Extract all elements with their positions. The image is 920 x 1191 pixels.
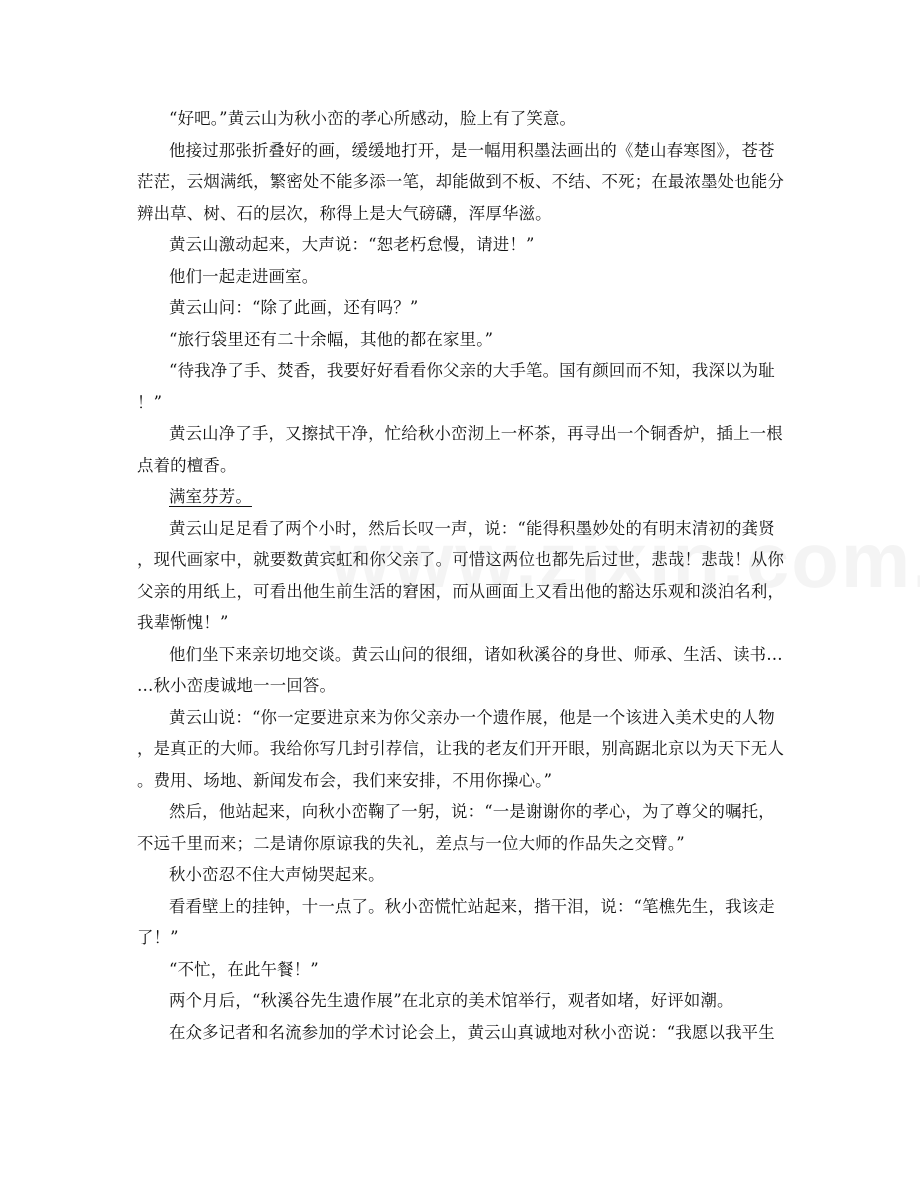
paragraph (137, 985, 785, 1017)
paragraph (137, 229, 785, 261)
text-line: 他们一起走进画室。 (169, 266, 319, 286)
text-line: “不忙，在此午餐！” (169, 959, 319, 979)
paragraph (137, 261, 785, 293)
text-line (137, 481, 785, 513)
text-line: 他们坐下来亲切地交谈。黄云山问的很细，诸如秋溪谷的身世、师承、生活、读书… (169, 644, 783, 664)
text-line: 。费用、场地、新闻发布会，我们来安排，不用你操心。” (137, 770, 553, 790)
text-line: 黄云山激动起来，大声说：“恕老朽怠慢，请进！” (169, 235, 535, 254)
text-line: ，现代画家中，就要数黄宾虹和你父亲了。可惜这两位也都先后过世，悲哉！悲哉！从你 (137, 550, 785, 569)
text-line: 黄云山问：“除了此画，还有吗？” (169, 298, 419, 317)
text-line: 茫茫，云烟满纸，繁密处不能多添一笔，却能做到不板、不结、不死；在最浓墨处也能分 (137, 172, 785, 191)
text-line: 看看壁上的挂钟，十一点了。秋小峦慌忙站起来，揩干泪，说：“笔樵先生，我该走 (169, 896, 775, 916)
text-line: 在众多记者和名流参加的学术讨论会上，黄云山真诚地对秋小峦说：“我愿以我平生 (169, 1022, 775, 1042)
text-line: “好吧。”黄云山为秋小峦的孝心所感动，脸上有了笑意。 (169, 109, 577, 128)
paragraph (137, 418, 785, 481)
paragraph (137, 103, 785, 135)
text-line: 两个月后，“秋溪谷先生遗作展”在北京的美术馆举行，观者如堵，好评如潮。 (169, 991, 734, 1010)
paragraph (137, 891, 785, 954)
paragraph (137, 513, 785, 639)
text-line: ！” (137, 392, 163, 412)
paragraph (137, 796, 785, 859)
text-line: 辨出草、树、石的层次，称得上是大气磅礴，浑厚华滋。 (137, 203, 552, 223)
text-line: 我辈惭愧！” (137, 613, 229, 632)
text-line: 秋小峦忍不住大声恸哭起来。 (169, 865, 385, 884)
paragraph (137, 859, 785, 891)
paragraph (137, 355, 785, 418)
text-line: “旅行袋里还有二十余幅，其他的都在家里。” (169, 329, 494, 349)
paragraph (137, 324, 785, 356)
text-line: 不远千里而来；二是请你原谅我的失礼，差点与一位大师的作品失之交臂。” (137, 833, 685, 853)
text-line: ，是真正的大师。我给你写几封引荐信，让我的老友们开开眼，别高踞北京以为天下无人 (137, 739, 785, 758)
paragraph (137, 1017, 785, 1049)
text-line: 点着的檀香。 (137, 455, 237, 475)
text-line: 黄云山足足看了两个小时，然后长叹一声，说：“能得积墨妙处的有明末清初的龚贤 (169, 518, 775, 538)
text-line: 黄云山净了手，又擦拭干净，忙给秋小峦沏上一杯茶，再寻出一个铜香炉，插上一根 (169, 424, 783, 443)
paragraph (137, 481, 785, 513)
text-line: “待我净了手、焚香，我要好好看看你父亲的大手笔。国有颜回而不知，我深以为耻 (169, 361, 775, 380)
underlined-text: 满室芬芳。 (169, 487, 252, 506)
paragraph (137, 954, 785, 986)
paragraph (137, 702, 785, 797)
text-line: 然后，他站起来，向秋小峦鞠了一躬，说：“一是谢谢你的孝心，为了尊父的嘱托， (169, 802, 775, 821)
text-line: 了！” (137, 928, 179, 947)
text-line: …秋小峦虔诚地一一回答。 (137, 676, 337, 695)
article-body (137, 103, 785, 1048)
paragraph (137, 292, 785, 324)
paragraph (137, 639, 785, 702)
paragraph (137, 135, 785, 230)
text-line: 他接过那张折叠好的画，缓缓地打开，是一幅用积墨法画出的《楚山春寒图》，苍苍 (169, 140, 775, 160)
text-line: 黄云山说：“你一定要进京来为你父亲办一个遗作展，他是一个该进入美术史的人物 (169, 707, 775, 727)
text-line: 父亲的用纸上，可看出他生前生活的窘困，而从画面上又看出他的豁达乐观和淡泊名利， (137, 581, 785, 601)
